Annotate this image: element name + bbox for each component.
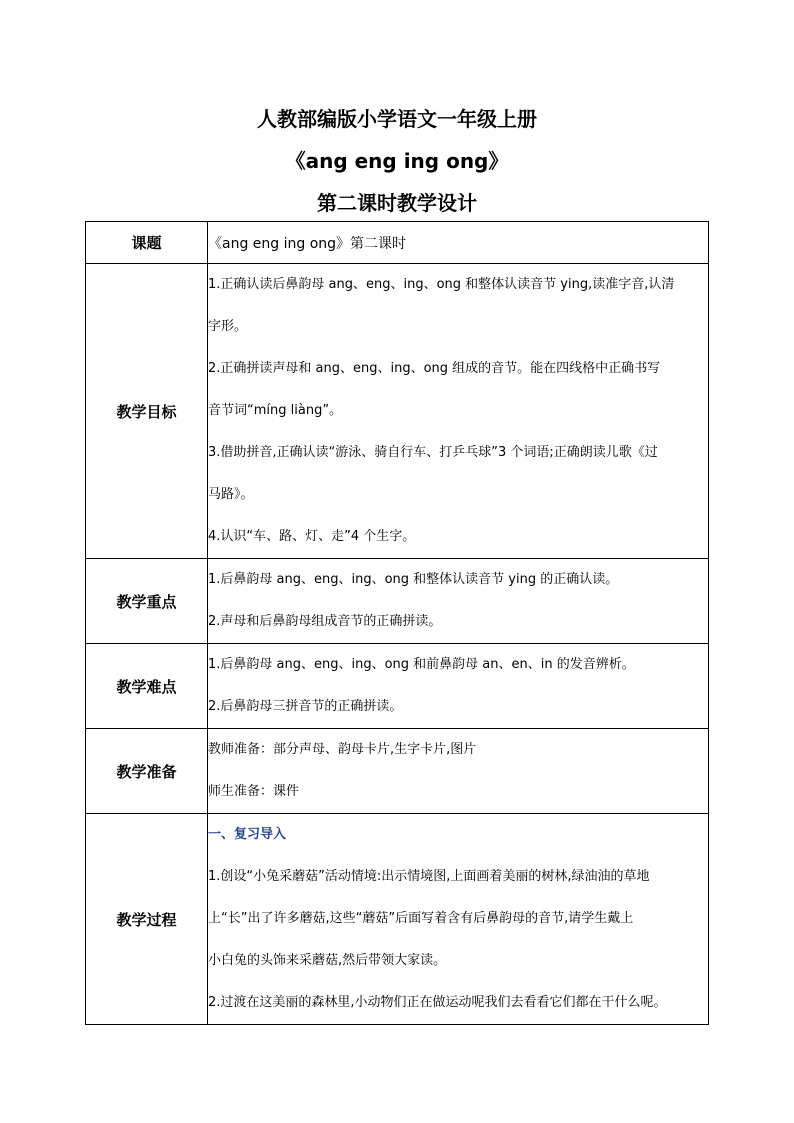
key-points-content	[208, 559, 709, 644]
difficulties-line: 2.后鼻韵母三拼音节的正确拼读。	[208, 699, 403, 714]
doc-subtitle-design: 第二课时教学设计	[317, 191, 477, 215]
row-goals	[86, 264, 709, 559]
row-topic	[86, 222, 709, 264]
process-line: 上“长”出了许多蘑菇,这些“蘑菇”后面写着含有后鼻韵母的音节,请学生戴上	[208, 911, 634, 926]
row-preparation	[86, 729, 709, 814]
label-difficulties: 教学难点	[86, 644, 208, 729]
row-key-points	[86, 559, 709, 644]
key-points-line: 2.声母和后鼻韵母组成音节的正确拼读。	[208, 614, 442, 629]
doc-subtitle-lesson: 《ang eng ing ong》	[285, 149, 509, 173]
lesson-plan-table	[85, 221, 709, 1025]
label-preparation: 教学准备	[86, 729, 208, 814]
goals-line: 1.正确认读后鼻韵母 ang、eng、ing、ong 和整体认读音节 ying,读准字音,认清	[208, 277, 675, 292]
process-content	[208, 814, 709, 1025]
row-process	[86, 814, 709, 1025]
row-difficulties	[86, 644, 709, 729]
preparation-line: 师生准备：课件	[208, 784, 300, 799]
doc-title: 人教部编版小学语文一年级上册	[257, 107, 537, 131]
process-line: 1.创设“小兔采蘑菇”活动情境:出示情境图,上面画着美丽的树林,绿油油的草地	[208, 869, 650, 884]
label-key-points: 教学重点	[86, 559, 208, 644]
preparation-line: 教师准备：部分声母、韵母卡片,生字卡片,图片	[208, 742, 477, 757]
process-line: 小白兔的头饰来采蘑菇,然后带领大家读。	[208, 953, 447, 968]
goals-line: 字形。	[208, 319, 248, 334]
difficulties-content	[208, 644, 709, 729]
difficulties-line: 1.后鼻韵母 ang、eng、ing、ong 和前鼻韵母 an、en、in 的发音辨析。	[208, 657, 635, 672]
goals-line: 音节词“míng liàng”。	[208, 403, 343, 418]
label-process: 教学过程	[86, 814, 208, 1025]
goals-content	[208, 264, 709, 559]
goals-line: 马路》。	[208, 487, 254, 502]
key-points-line: 1.后鼻韵母 ang、eng、ing、ong 和整体认读音节 ying 的正确认读。	[208, 572, 619, 587]
goals-line: 2.正确拼读声母和 ang、eng、ing、ong 组成的音节。能在四线格中正确书写	[208, 361, 661, 376]
goals-line: 4.认识“车、路、灯、走”4 个生字。	[208, 529, 416, 544]
goals-line: 3.借助拼音,正确认读“游泳、骑自行车、打乒乓球”3 个词语;正确朗读儿歌《过	[208, 445, 658, 460]
value-topic: 《ang eng ing ong》第二课时	[208, 222, 709, 264]
process-section-title: 一、复习导入	[208, 827, 287, 842]
label-topic: 课题	[86, 222, 208, 264]
process-line: 2.过渡在这美丽的森林里,小动物们正在做运动呢我们去看看它们都在干什么呢。	[208, 995, 667, 1010]
preparation-content	[208, 729, 709, 814]
label-goals: 教学目标	[86, 264, 208, 559]
